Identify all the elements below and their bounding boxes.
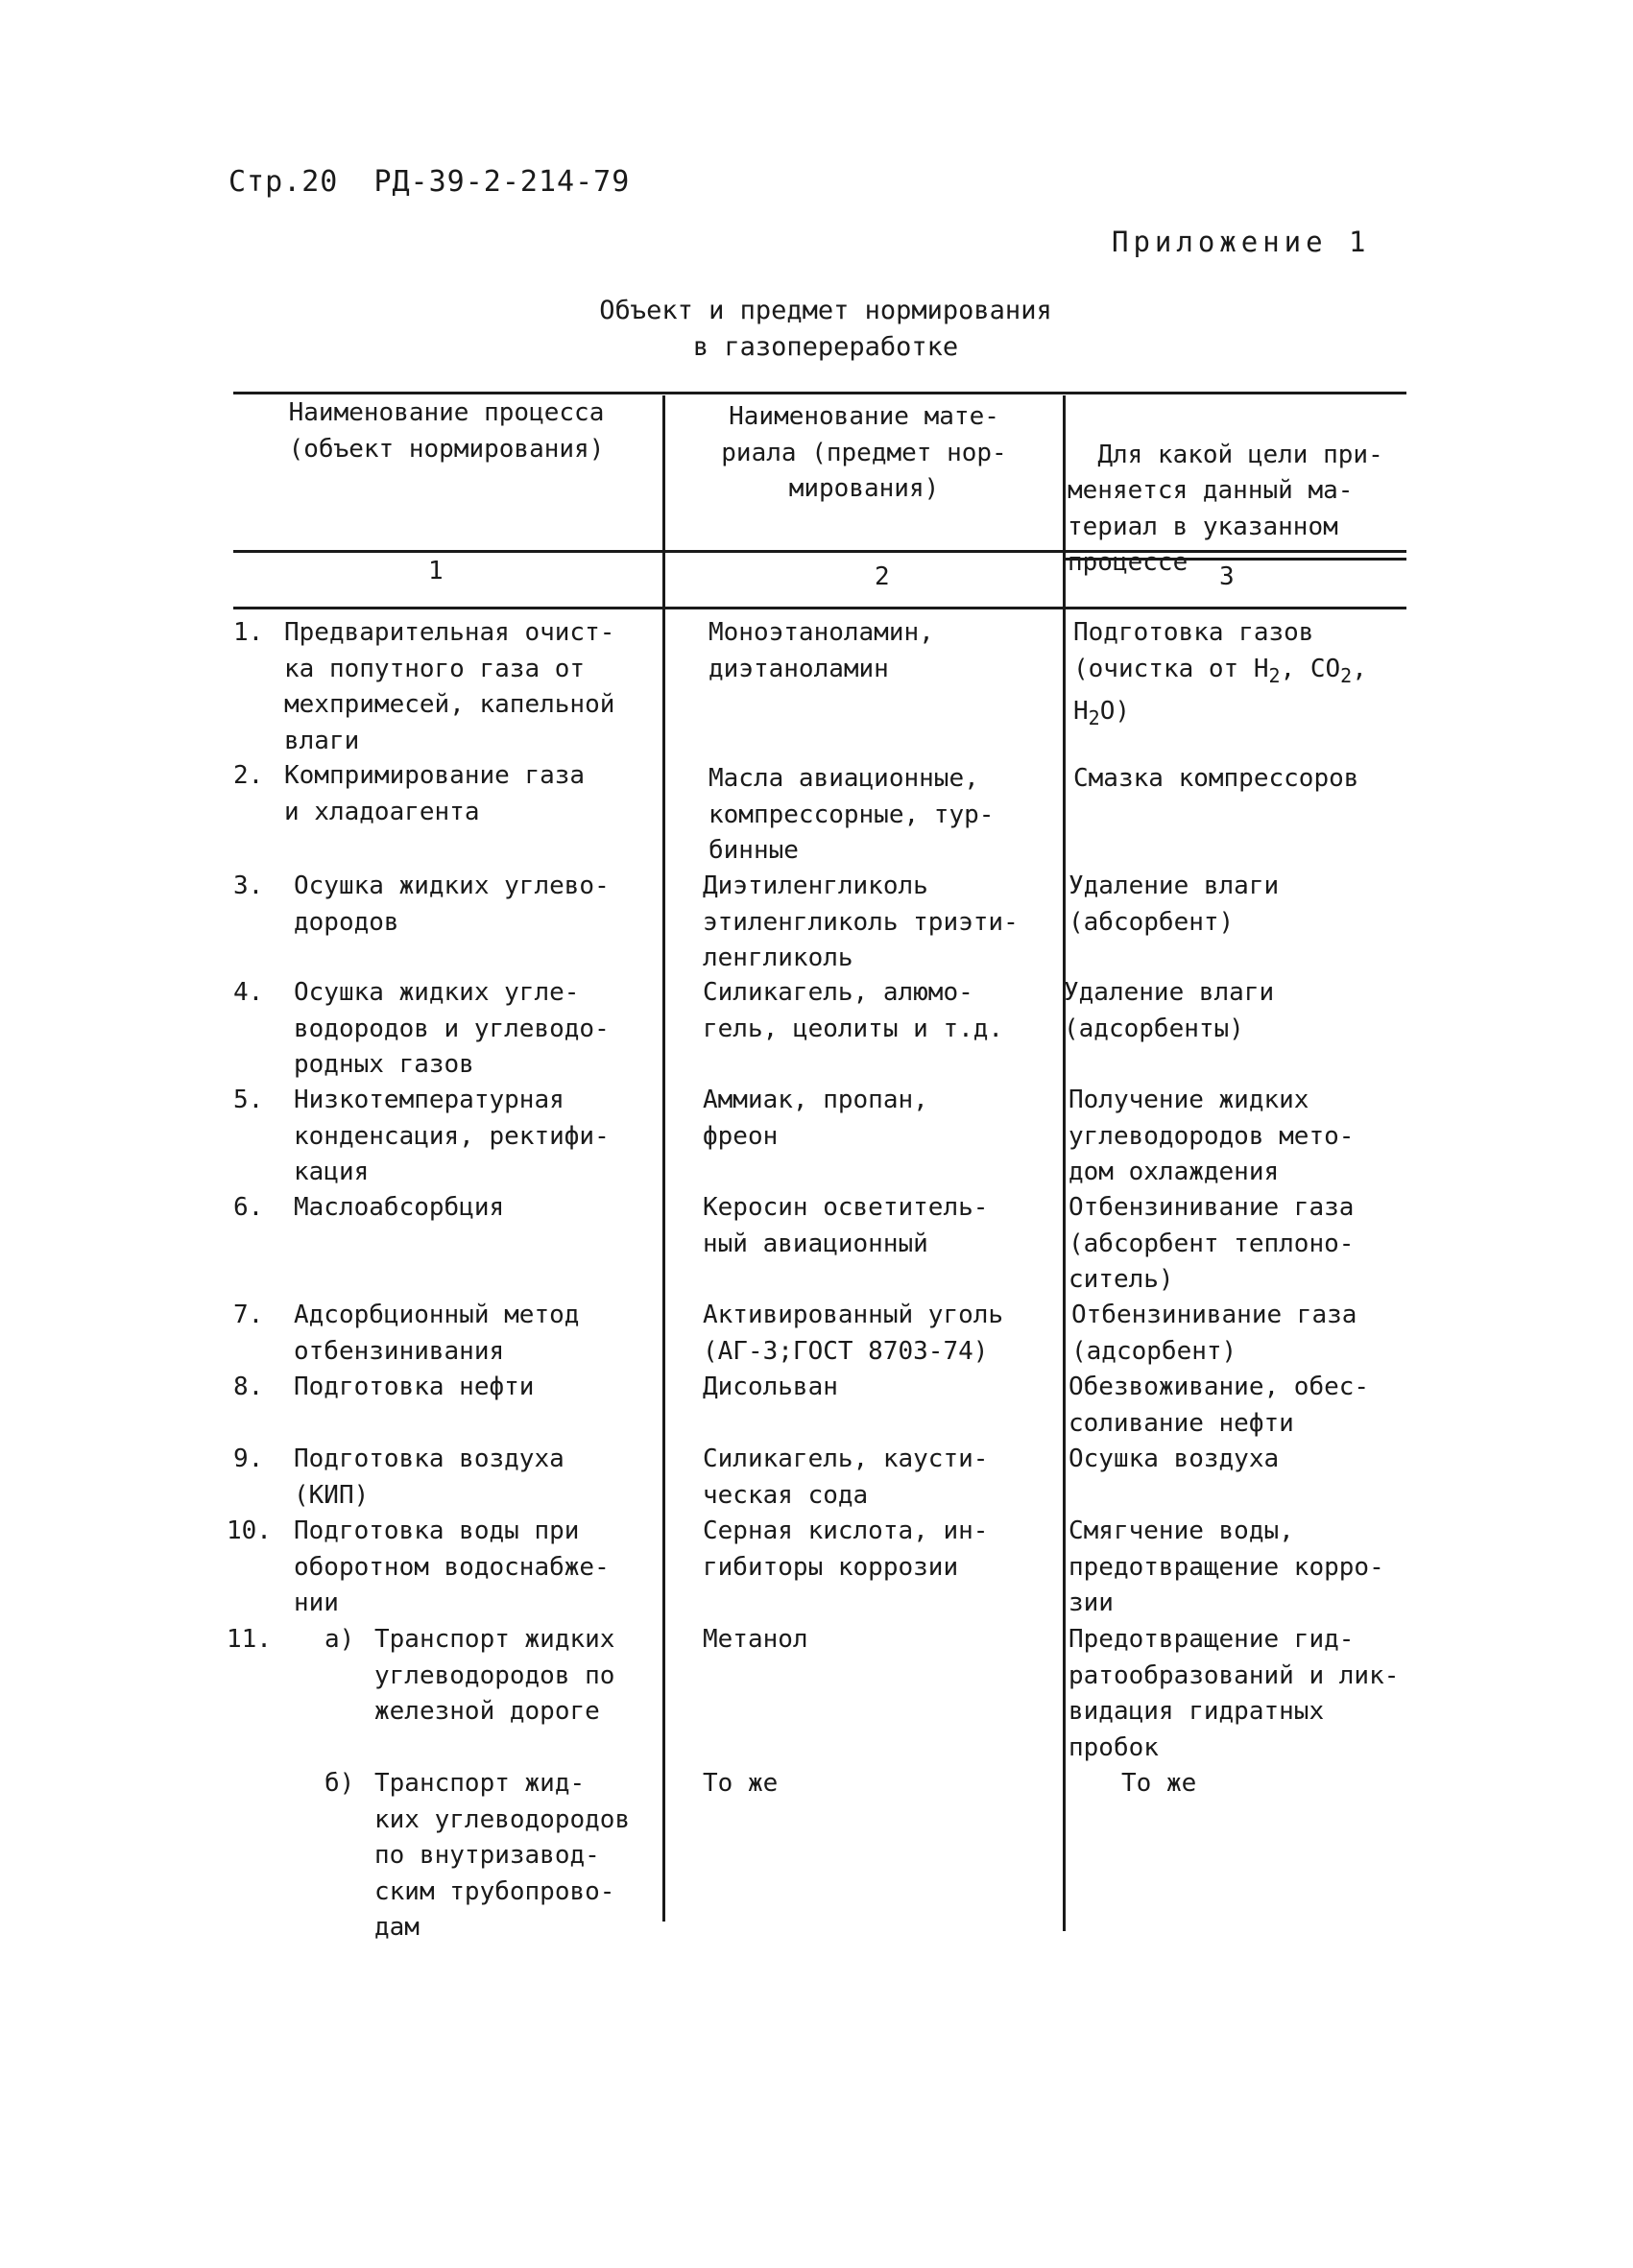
- row-process: Транспорт жидких углеводородов по железной дороге: [374, 1625, 615, 1726]
- column-divider-2: [1063, 395, 1066, 1931]
- colnum-bottom-rule: [233, 607, 1406, 609]
- row-purpose: Смягчение воды, предотвращение корро- зии: [1069, 1516, 1384, 1617]
- row-process: Осушка жидких угле- водородов и углеводо- родных газов: [294, 978, 610, 1079]
- row-purpose: Подготовка газов (очистка от $H_2$, $CO_2$, $H_2O$): [1073, 618, 1367, 729]
- row-material: Диэтиленгликоль этиленгликоль триэти- ленгликоль: [703, 871, 1019, 972]
- row-number: 2.: [233, 761, 264, 790]
- title-line-2: в газопереработке: [692, 332, 959, 362]
- row-material: Силикагель, алюмо- гель, цеолиты и т.д.: [703, 978, 1004, 1043]
- row-purpose: Отбензинивание газа (адсорбент): [1071, 1301, 1357, 1366]
- row-purpose: Отбензинивание газа (абсорбент теплоно- ситель): [1069, 1193, 1355, 1294]
- row-process: Предварительная очист- ка попутного газа от мехпримесей, капельной влаги: [284, 618, 615, 755]
- column-divider-1: [662, 395, 665, 1922]
- table-top-rule: [233, 392, 1406, 394]
- row-material: То же: [703, 1769, 779, 1798]
- row-subitem: а): [324, 1625, 355, 1654]
- row-number: 7.: [233, 1301, 264, 1329]
- row-process: Подготовка нефти: [294, 1373, 535, 1401]
- row-number: 11.: [227, 1625, 272, 1654]
- row-purpose: Удаление влаги (абсорбент): [1069, 871, 1280, 937]
- row-process: Маслоабсорбция: [294, 1193, 505, 1222]
- row-material: Метанол: [703, 1625, 808, 1654]
- row-number: 1.: [233, 618, 264, 647]
- column-number-1: 1: [428, 557, 444, 585]
- row-number: 8.: [233, 1373, 264, 1401]
- header-process: Наименование процесса (объект нормирования): [288, 398, 605, 464]
- row-number: 3.: [233, 871, 264, 900]
- row-number: 5.: [233, 1086, 264, 1114]
- row-number: 4.: [233, 978, 264, 1007]
- row-purpose: Получение жидких углеводородов мето- дом охлаждения: [1069, 1086, 1355, 1186]
- header-material: Наименование мате- риала (предмет нор- мирования): [721, 402, 1007, 503]
- page-header: [228, 165, 630, 199]
- row-subitem: б): [324, 1769, 355, 1798]
- row-process: Осушка жидких углево- дородов: [294, 871, 610, 937]
- row-process: Компримирование газа и хладоагента: [284, 761, 586, 826]
- title-line-1: Объект и предмет нормирования: [599, 296, 1052, 325]
- row-purpose: Обезвоживание, обес- соливание нефти: [1069, 1373, 1370, 1438]
- row-material: Моноэтаноламин, диэтаноламин: [708, 618, 934, 683]
- row-material: Керосин осветитель- ный авиационный: [703, 1193, 989, 1258]
- row-material: Дисольван: [703, 1373, 838, 1401]
- row-purpose: Предотвращение гид- ратообразований и лик- видация гидратных пробок: [1069, 1625, 1400, 1762]
- row-purpose: То же: [1121, 1769, 1197, 1798]
- row-process: Транспорт жид- ких углеводородов по внутризавод- ским трубопрово- дам: [374, 1769, 631, 1942]
- page-number: Стр.20: [228, 165, 339, 199]
- row-number: 9.: [233, 1444, 264, 1473]
- row-process: Низкотемпературная конденсация, ректифи- кация: [294, 1086, 610, 1186]
- row-material: Масла авиационные, компрессорные, тур- бинные: [708, 764, 995, 865]
- row-material: Аммиак, пропан, фреон: [703, 1086, 928, 1151]
- document-code: РД-39-2-214-79: [373, 165, 631, 199]
- row-process: Адсорбционный метод отбензинивания: [294, 1301, 580, 1366]
- row-process: Подготовка воды при оборотном водоснабже- нии: [294, 1516, 610, 1617]
- table-title: [480, 293, 1171, 366]
- row-material: Силикагель, каусти- ческая сода: [703, 1444, 989, 1510]
- column-number-2: 2: [875, 562, 890, 591]
- row-process: Подготовка воздуха (КИП): [294, 1444, 564, 1510]
- row-material: Активированный уголь (АГ-3;ГОСТ 8703-74): [703, 1301, 1004, 1366]
- row-material: Серная кислота, ин- гибиторы коррозии: [703, 1516, 989, 1582]
- row-purpose: Удаление влаги (адсорбенты): [1064, 978, 1275, 1043]
- appendix-label: Приложение 1: [1112, 226, 1371, 258]
- row-number: 10.: [227, 1516, 272, 1545]
- row-purpose: Смазка компрессоров: [1073, 764, 1359, 793]
- column-number-3: 3: [1219, 562, 1235, 591]
- row-purpose: Осушка воздуха: [1069, 1444, 1280, 1473]
- row-number: 6.: [233, 1193, 264, 1222]
- header-purpose: Для какой цели при- меняется данный ма- териал в указанном процессе: [1068, 440, 1383, 577]
